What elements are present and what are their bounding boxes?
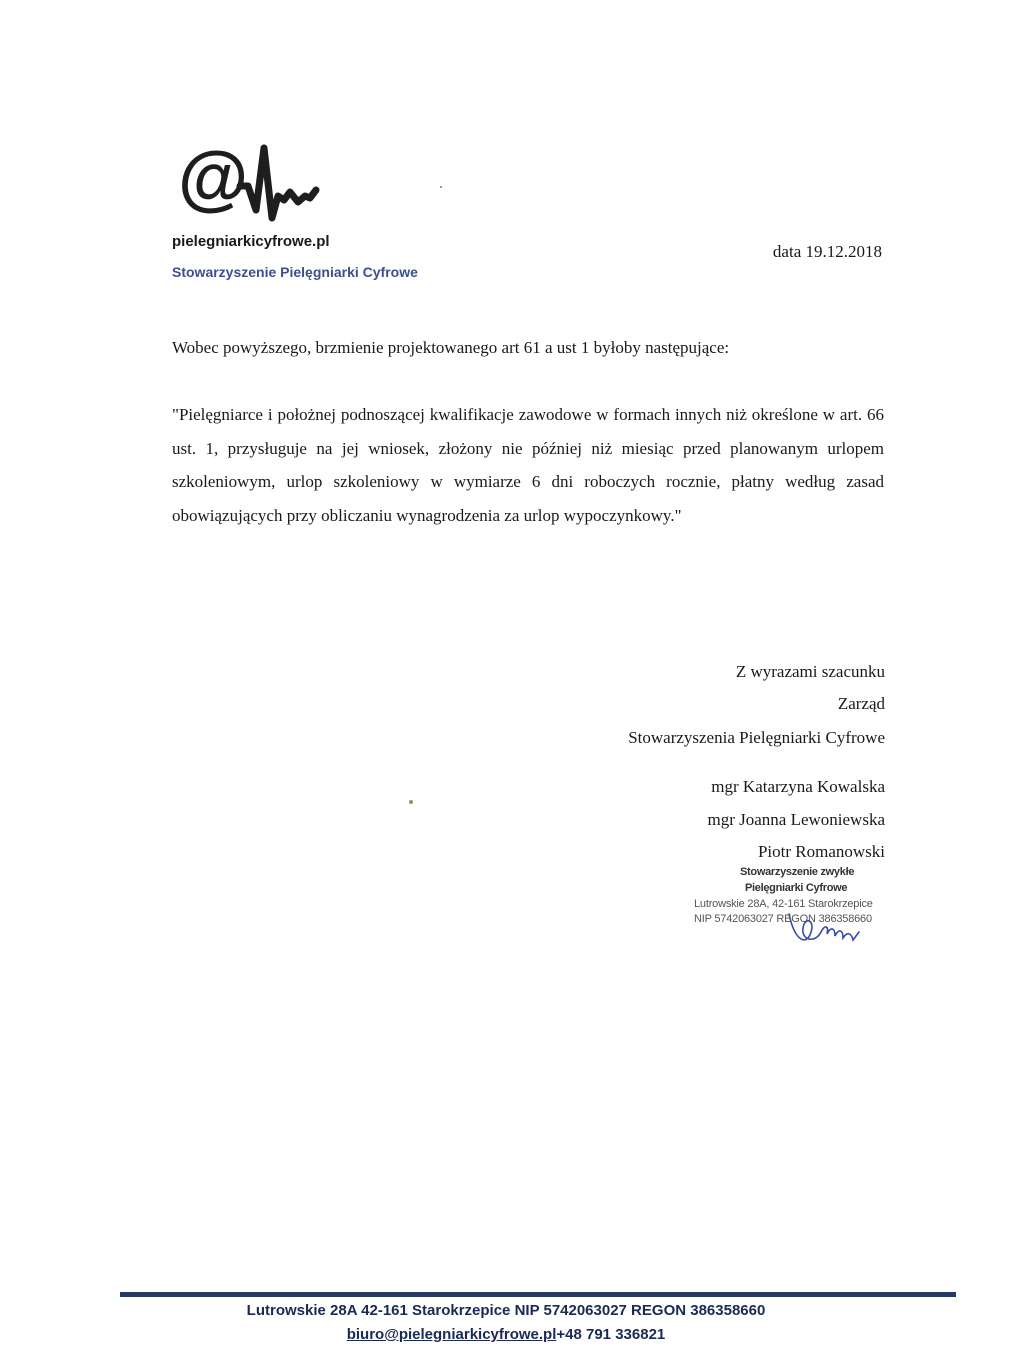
- stamp-line: Stowarzyszenie zwykłe: [740, 866, 855, 878]
- footer-divider: [120, 1292, 956, 1297]
- stamp-line: NIP 5742063027 REGON 386358660: [694, 913, 872, 925]
- organization-stamp: [690, 864, 915, 954]
- organization-name: Stowarzyszenie Pielęgniarki Cyfrowe: [172, 264, 418, 280]
- footer-phone: +48 791 336821: [556, 1326, 666, 1343]
- letter-date: data 19.12.2018: [772, 242, 882, 261]
- intro-paragraph: Wobec powyższego, brzmienie projektowanego art 61 a ust 1 byłoby następujące:: [172, 338, 730, 357]
- closing-board: Zarząd: [837, 694, 885, 713]
- stamp-line: Pielęgniarki Cyfrowe: [745, 882, 848, 894]
- signatory: mgr Katarzyna Kowalska: [711, 777, 885, 796]
- closing-regards: Z wyrazami szacunku: [735, 662, 885, 681]
- closing-organization: Stowarzyszenia Pielęgniarki Cyfrowe: [628, 728, 885, 747]
- stamp-line: Lutrowskie 28A, 42-161 Starokrzepice: [694, 898, 873, 910]
- handwritten-signature: [785, 902, 865, 952]
- footer-address: Lutrowskie 28A 42-161 Starokrzepice NIP 5742063027 REGON 386358660: [246, 1302, 766, 1319]
- site-name: pielegniarkicyfrowe.pl: [172, 233, 330, 250]
- signatory: Piotr Romanowski: [757, 842, 885, 861]
- footer-email-link[interactable]: biuro@pielegniarkicyfrowe.pl: [346, 1326, 557, 1343]
- signatory: mgr Joanna Lewoniewska: [707, 810, 885, 829]
- scan-speck: [409, 800, 413, 804]
- scan-speck: [440, 186, 442, 188]
- footer-contact: [0, 1326, 1012, 1343]
- quoted-provision: "Pielęgniarce i położnej podnoszącej kwalifikacje zawodowe w formach innych niż określone w art. 66 ust. 1, przysługuje na jej wniosek, złożony nie później niż miesiąc przed planowanym urlopem szkoleniowym, urlop szkoleniowy w wymiarze 6 dni roboczych rocznie, płatny według zasad obowiązujących przy obliczaniu wynagrodzenia za urlop wypoczynkowy.": [172, 405, 884, 525]
- svg-text:@: @: [178, 140, 249, 218]
